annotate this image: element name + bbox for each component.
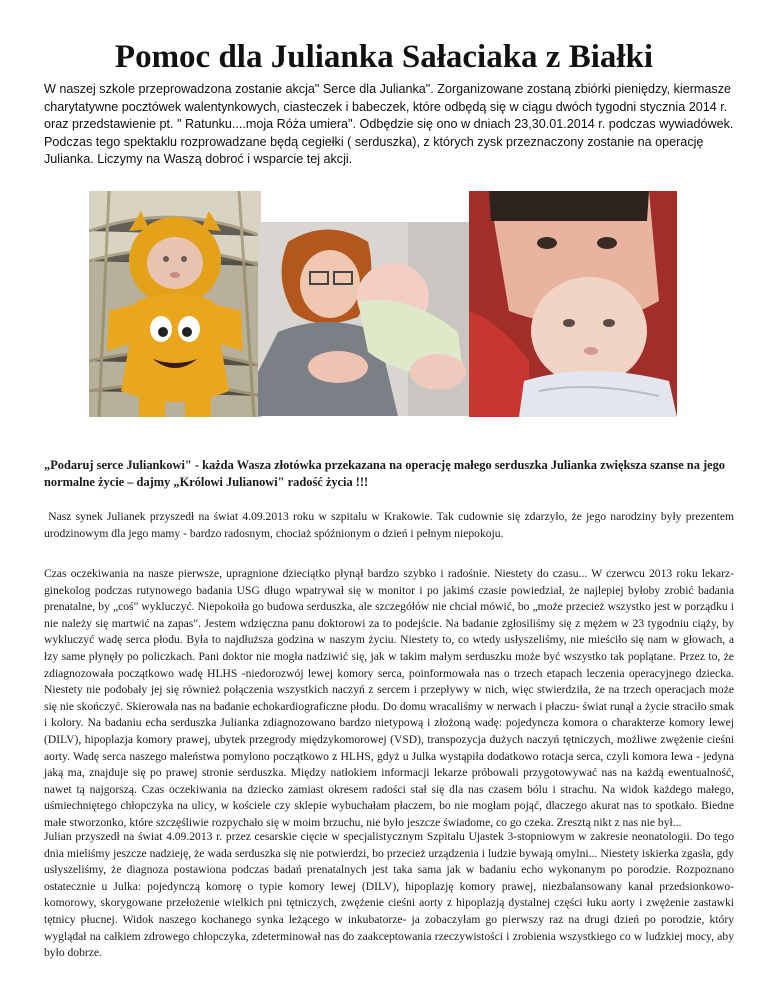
intro-paragraph: W naszej szkole przeprowadzona zostanie akcja" Serce dla Julianka". Zorganizowane zostaną zbiórki pieniędzy, kiermasze charytatywne pocztówek walentynkowych, ciasteczek i babeczek, które odbędą się w ciągu dwóch tygodni stycznia 2014 r. oraz przedstawienie pt. " Ratunku....moja Róża umiera". Odbędzie się ono w dniach 23,30.01.2014 r. podczas wywiadówek. Podczas tego spektaklu rozprowadzane będą cegiełki ( serduszka), z których zysk przeznaczony zostanie na operację Julianka. Liczymy na Waszą dobroć i wsparcie tej akcji. bbox=[44, 82, 734, 167]
story-paragraph-hospital: Julian przyszedł na świat 4.09.2013 r. przez cesarskie cięcie w specjalistycznym Szpitalu Ujastek 3-stopniowym w zakresie neonatologii. Do tego dnia mieliśmy jeszcze nadzieję, że wada serduszka się nie potwierdzi, bo przecież urządzenia i ludzie bywają omylni... Niestety iskierka zgasła, gdy usłyszeliśmy, że diagnoza postawiona podczas badań prenatalnych jest taka sama jak w badaniu echo wykonanym po porodzie. Rozpoznano ostatecznie u Julka: pojedynczą komorę o typie komory lewej (DILV), hipoplazję komory prawej, niezbalansowany kanał przedsionkowo- komorowy, skorygowane przełożenie wielkich pni tętniczych, zwężenie cieśni aorty z hipoplazją dystalnej części łuku aorty i zwężenie zastawki tętnicy płucnej. Widok naszego kochanego synka leżącego w inkubatorze- ja zobaczyłam go pierwszy raz na drugi dzień po porodzie, który wyglądał na całkiem zdrowego chłopczyka, zdeterminował nas do zaakceptowania rzeczywistości i zrobienia wszystkiego co w ludzkiej mocy, aby było dobrze. bbox=[44, 830, 734, 960]
photo-mother-baby bbox=[258, 222, 469, 416]
page-title: Pomoc dla Julianka Sałaciaka z Białki bbox=[114, 39, 654, 75]
story-paragraph-birth bbox=[44, 509, 734, 542]
story-paragraph-birth-text: Nasz synek Julianek przyszedł na świat 4.09.2013 roku w szpitalu w Krakowie. Tak cudownie się zdarzyło, że jego narodziny były prezentem urodzinowym dla jego mamy - bardzo radosnym, chociaż spóźnionym o dzień i pełnym niepokoju. bbox=[44, 510, 734, 540]
campaign-tagline: „Podaruj serce Juliankowi" - każda Wasza złotówka przekazana na operację małego serduszka Julianka zwiększa szanse na jego normalne życie – dajmy „Królowi Julianowi" radość życia !!! bbox=[44, 458, 726, 489]
photo-baby-costume bbox=[89, 191, 261, 417]
photo-father-baby bbox=[469, 191, 677, 417]
story-paragraph-diagnosis: Czas oczekiwania na nasze pierwsze, upragnione dzieciątko płynął bardzo szybko i radośnie. Niestety do czasu... W czerwcu 2013 roku lekarz-ginekolog podczas rutynowego badania USG długo wpatrywał się w monitor i po jakimś czasie powiedział, że najlepiej byłoby zrobić badania prenatalne, by „coś" wykluczyć. Niepokoiła go budowa serduszka, ale szczegółów nie chciał mówić, bo „może przecież wszystko jest w porządku i nie należy się martwić na zapas". Jestem wdzięczna panu doktorowi za to podejście. Na badanie zgłosiliśmy się z mężem w 23 tygodniu ciąży, by wykluczyć wadę serca płodu. Była to najdłuższa godzina w naszym życiu. Niestety to, co wtedy usłyszeliśmy, nie mieściło się nam w głowach, a łzy same płynęły po policzkach. Pani doktor nie mogła nadziwić się, jak w takim małym serduszku może być wszystko tak poplątane. Przez to, że zdiagnozowała początkowo wadę HLHS -niedorozwój lewej komory serca, poinformowała nas o trzech etapach leczenia operacyjnego dziecka. Niestety nie podobały jej się również połączenia wszystkich naczyń z sercem i przepływy w nich, więc stwierdziła, że na trzech operacjach może się nie skończyć. Skierowała nas na badanie echokardiograficzne płodu. Do domu wracaliśmy w nerwach i płaczu- świat runął a życie straciło smak i kolory. Na badaniu echa serduszka Julianka zdiagnozowano bardzo nietypową i złożoną wadę: pojedyncza komora o charakterze komory lewej (DILV), hipoplazja komory prawej, ubytek przegrody międzykomorowej (VSD), transpozycja dużych naczyń tętniczych, możliwe zwężenie cieśni aorty. Wadę serca naszego maleństwa pomylono początkowo z HLHS, gdyż u Julka wystąpiła dodatkowo rotacja serca, czyli komora lewa - jedyna jaką ma, znajduje się po prawej stronie serduszka. Między natłokiem informacji lekarze próbowali przygotowywać nas na każdą ewentualność, nawet tą najgorszą. Czas oczekiwania na dziecko zamiast okresem radości stał się dla nas czasem bólu i strachu. Na widok każdego małego, uśmiechniętego chłopczyka na ulicy, w kościele czy sklepie wybuchałam płaczem, bo nie mogłam pojąć, dlaczego akurat nas to spotkało. Biedne małe stworzonko, które szczęśliwie rozpychało się w moim brzuchu, nie było jeszcze świadome, co go czeka. Zresztą nikt z nas nie był... bbox=[44, 567, 734, 829]
